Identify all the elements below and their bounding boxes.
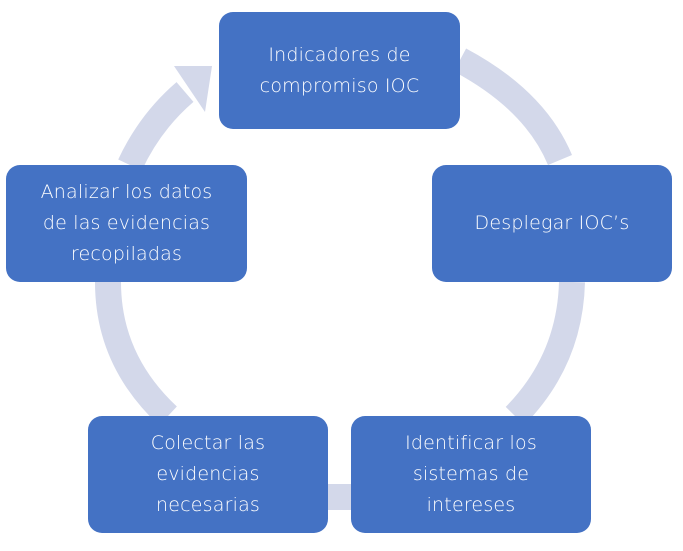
node-label: Colectar las evidencias necesarias [150,432,266,516]
node-label: Indicadores de compromiso IOC [259,43,420,97]
connector-arc-2-3 [515,282,572,416]
node-label: Analizar los datos de las evidencias recopiladas [40,181,213,265]
node-desplegar-iocs [432,165,672,282]
node-label: Desplegar IOC’s [474,212,630,234]
connector-arc-5-1 [130,92,185,165]
node-analizar-datos [6,165,247,282]
node-colectar-evidencias [88,416,328,533]
node-indicadores-compromiso [219,12,460,129]
node-label: Identificar los sistemas de intereses [405,432,537,516]
node-identificar-sistemas [351,416,591,533]
connector-arc-1-2 [460,60,560,160]
connector-arc-4-5 [108,282,168,416]
